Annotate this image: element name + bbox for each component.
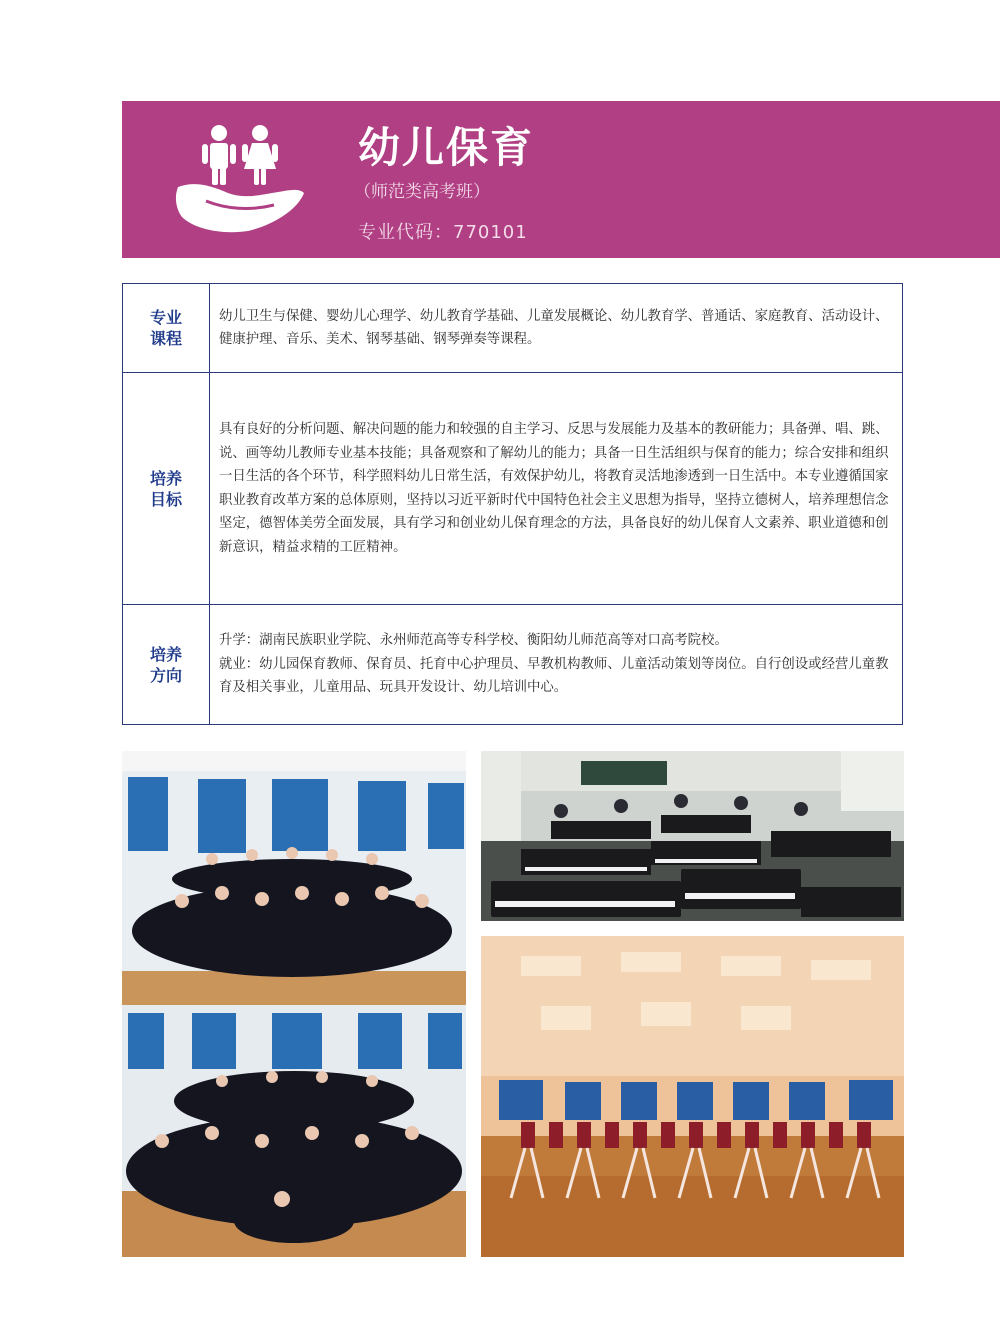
employment-text: 就业：幼儿园保育教师、保育员、托育中心护理员、早教机构教师、儿童活动策划等岗位。自行创设或经营儿童教育及相关事业，儿童用品、玩具开发设计、幼儿培训中心。: [219, 656, 889, 696]
program-subtitle: （师范类高考班）: [354, 182, 490, 202]
table-row-goals: [123, 373, 902, 605]
piano-classroom-photo: [481, 751, 904, 921]
row-header-goals: 培养 目标: [123, 373, 210, 604]
table-row-directions: [123, 605, 902, 724]
children-in-hand-icon: [174, 121, 306, 237]
row-body-directions: [210, 605, 902, 724]
dance-class-group-photo: [122, 751, 466, 1257]
table-row-courses: [123, 284, 902, 373]
header-banner: [122, 101, 1000, 258]
row-header-directions: 培养 方向: [123, 605, 210, 724]
row-body-courses: 幼儿卫生与保健、婴幼儿心理学、幼儿教育学基础、儿童发展概论、幼儿教育学、普通话、家庭教育、活动设计、健康护理、音乐、美术、钢琴基础、钢琴弹奏等课程。: [219, 308, 889, 347]
row-body-goals: 具有良好的分析问题、解决问题的能力和较强的自主学习、反思与发展能力及基本的教研能力；具备弹、唱、跳、说、画等幼儿教师专业基本技能；具备观察和了解幼儿的能力；具备一日生活组织与保育的能力；综合安排和组织一日生活的各个环节，科学照料幼儿日常生活，有效保护幼儿，将教育灵活地渗透到一日生活中。本专业遵循国家职业教育改革方案的总体原则，坚持以习近平新时代中国特色社会主义思想为指导，坚持立德树人，培养理想信念坚定，德智体美劳全面发展，具有学习和创业幼儿保育理念的方法，具备良好的幼儿保育人文素养、职业道德和创新意识，精益求精的工匠精神。: [219, 422, 889, 555]
program-title: 幼儿保育: [358, 123, 535, 172]
program-code: 专业代码：770101: [358, 222, 528, 243]
further-study-text: 升学：湖南民族职业学院、永州师范高等专科学校、衡阳幼儿师范高等对口高考院校。: [219, 633, 728, 649]
row-header-courses: 专业 课程: [123, 284, 210, 372]
program-info-table: [122, 283, 903, 725]
ballet-studio-photo: [481, 936, 904, 1257]
